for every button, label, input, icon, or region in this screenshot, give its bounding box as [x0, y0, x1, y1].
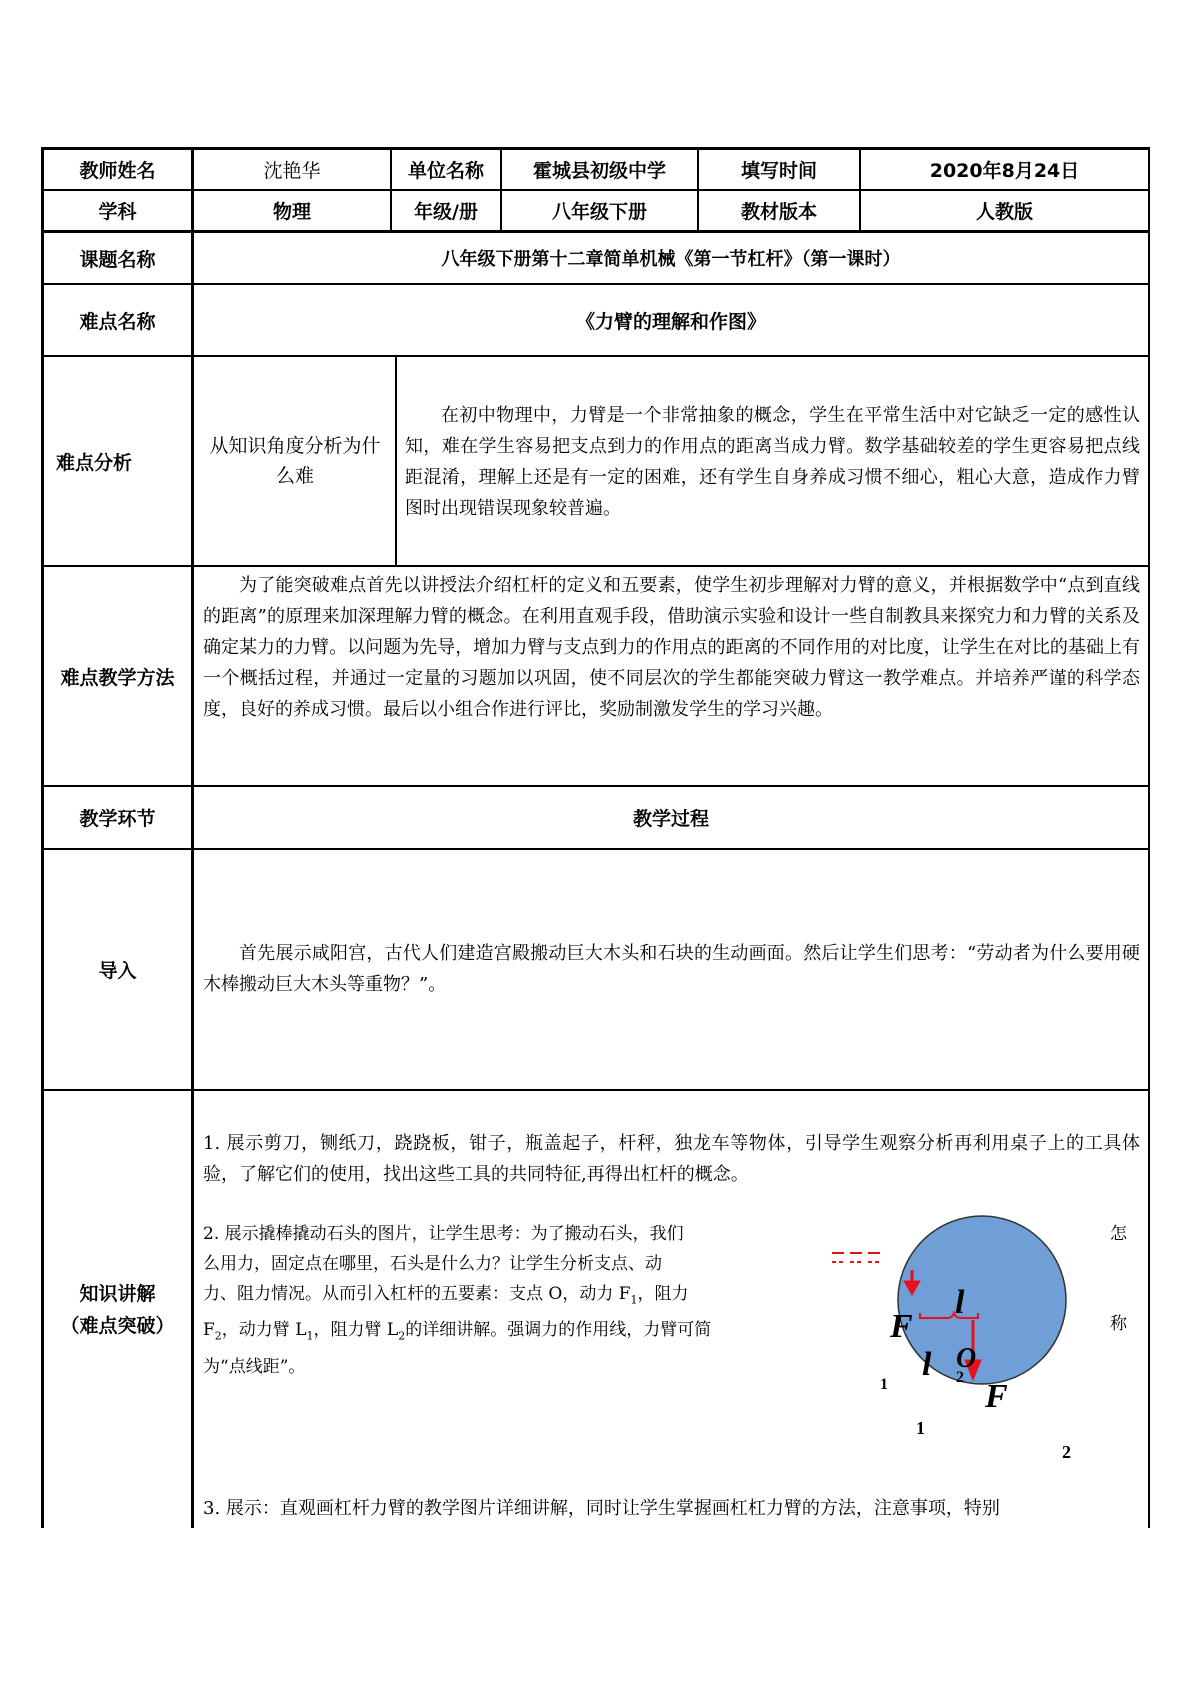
knowledge-p3: 3. 展示：直观画杠杆力臂的教学图片详细讲解，同时让学生掌握画杠杠力臂的方法，注意事项，特别 — [203, 1498, 1000, 1519]
row-divider — [41, 1089, 1150, 1091]
label-F-left: F — [890, 1308, 913, 1345]
row-divider — [41, 565, 1150, 567]
knowledge-p2 — [203, 1219, 813, 1382]
knowledge-p2-line2: 么用力，固定点在哪里，石头是什么力？让学生分析支点、动 — [203, 1254, 662, 1274]
grade-value: 八年级下册 — [551, 201, 647, 223]
process-header-value: 教学过程 — [632, 808, 709, 830]
school-label: 单位名称 — [407, 160, 484, 182]
analysis-label: 难点分析 — [56, 451, 133, 474]
intro-text: 首先展示咸阳宫，古代人们建造宫殿搬动巨大木头和石块的生动画面。然后让学生们思考：“劳动者为什么要用硬木棒搬动巨大木头等重物？”。 — [203, 943, 1140, 995]
analysis-sub-label: 从知识角度分析为什么难 — [209, 435, 381, 487]
method-label: 难点教学方法 — [60, 666, 175, 689]
grade-label: 年级/册 — [414, 201, 478, 223]
label-l-mid: l — [922, 1346, 932, 1383]
knowledge-p2-line1: 2. 展示撬棒撬动石头的图片，让学生思考：为了搬动石头，我们 — [203, 1224, 684, 1244]
knowledge-label-line1: 知识讲解 — [79, 1282, 156, 1305]
difficulty-label: 难点名称 — [79, 310, 156, 333]
knowledge-label-line2: （难点突破） — [60, 1314, 175, 1337]
difficulty-value: 《力臂的理解和作图》 — [575, 310, 766, 333]
date-value: 2020年8月24日 — [929, 160, 1080, 182]
dashed-mark — [832, 1253, 880, 1262]
knowledge-p2-line5: 为“点线距”。 — [203, 1356, 306, 1377]
column-divider — [395, 357, 397, 567]
topic-value: 八年级下册第十二章简单机械《第一节杠杆》（第一课时） — [441, 249, 901, 270]
knowledge-p2-right2: 称 — [1110, 1314, 1127, 1334]
school-value: 霍城县初级中学 — [532, 160, 666, 182]
label-l-top: l — [955, 1284, 965, 1321]
label-sub-2a: 2 — [956, 1369, 964, 1386]
label-sub-1a: 1 — [880, 1376, 888, 1393]
table-border-right — [1148, 147, 1150, 1528]
intro-label: 导入 — [98, 960, 137, 982]
edition-label: 教材版本 — [740, 201, 817, 223]
teacher-name-label: 教师姓名 — [79, 160, 156, 182]
label-sub-2b: 2 — [1062, 1442, 1071, 1462]
topic-label: 课题名称 — [79, 248, 156, 271]
knowledge-p2-line4: $F_2$，动力臂 $L_1$，阻力臂 $L_2$的详细讲解。强调力的作用线，力臂可简 — [203, 1320, 712, 1343]
row-divider — [41, 848, 1150, 850]
method-text: 为了能突破难点首先以讲授法介绍杠杆的定义和五要素，使学生初步理解对力臂的意义，并根据数学中“点到直线的距离”的原理来加深理解力臂的概念。在利用直观手段，借助演示实验和设计一些自制教具来探究力和力臂的关系及确定某力的力臂。以问题为先导，增加力臂与支点到力的作用点的距离的不同作用的对比度，让学生在对比的基础上有一个概括过程，并通过一定量的习题加以巩固，使不同层次的学生都能突破力臂这一教学难点。并培养严谨的科学态度，良好的养成习惯。最后以小组合作进行评比，奖励制激发学生的学习兴趣。 — [203, 575, 1140, 720]
teacher-name-value: 沈艳华 — [263, 160, 321, 182]
subject-value: 物理 — [272, 201, 311, 223]
knowledge-p2-right1: 怎 — [1110, 1224, 1127, 1244]
label-O: O — [956, 1343, 977, 1374]
subject-label: 学科 — [98, 201, 137, 223]
knowledge-label — [44, 1091, 191, 1528]
lever-diagram — [820, 1195, 1120, 1445]
process-header-label: 教学环节 — [79, 808, 156, 830]
analysis-text: 在初中物理中，力臂是一个非常抽象的概念，学生在平常生活中对它缺乏一定的感性认知，难在学生容易把支点到力的作用点的距离当成力臂。数学基础较差的学生更容易把点线距混淆，理解上还是有一定的困难，还有学生自身养成习惯不细心，粗心大意，造成作力臂图时出现错误现象较普遍。 — [405, 405, 1140, 519]
label-sub-1b: 1 — [916, 1418, 925, 1438]
date-label: 填写时间 — [740, 160, 817, 182]
knowledge-p2-line3: 力、阻力情况。从而引入杠杆的五要素：支点 O，动力 $F_1$，阻力 — [203, 1284, 689, 1307]
edition-value: 人教版 — [975, 201, 1033, 223]
knowledge-p1: 1. 展示剪刀，铡纸刀，跷跷板，钳子，瓶盖起子，杆秤，独龙车等物体，引导学生观察分析再利用桌子上的工具体验，了解它们的使用，找出这些工具的共同特征,再得出杠杆的概念。 — [203, 1133, 1140, 1185]
label-F-right: F — [985, 1378, 1008, 1415]
